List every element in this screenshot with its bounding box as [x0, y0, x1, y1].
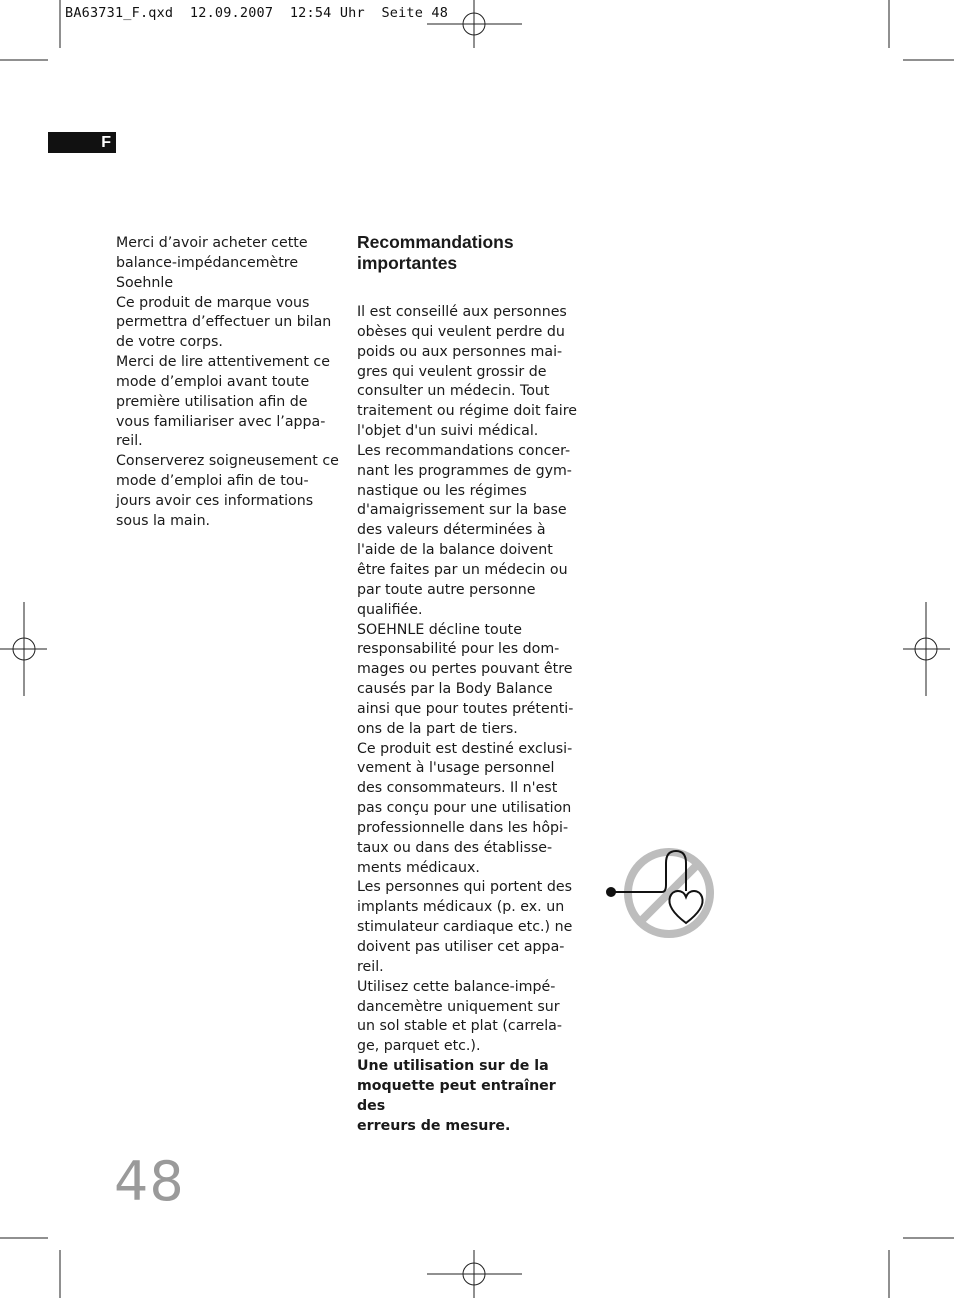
- recommendation-paragraph: Les recommandations concer- nant les programmes de gym- nastique ou les régimes d'amaigrissement sur la base des valeurs déterminées à l'aide de la balance doivent être faites par un médecin ou par toute autre personne qualifiée.: [357, 442, 572, 618]
- no-pacemaker-icon: [600, 845, 720, 945]
- recommendation-paragraph: Les personnes qui portent des implants médicaux (p. ex. un stimulateur cardiaque etc.) ne doivent pas utiliser cet appa- reil.: [357, 879, 573, 975]
- intro-paragraph: Ce produit de marque vous permettra d’effectuer un bilan de votre corps.: [116, 294, 332, 351]
- carpet-warning: Une utilisation sur de la moquette peut entraîner des erreurs de mesure.: [357, 1058, 556, 1134]
- section-heading: Recommandations importantes: [357, 232, 514, 273]
- recommendation-paragraph: Ce produit est destiné exclusi- vement à l'usage personnel des consommateurs. Il n'est pas conçu pour une utilisation professionnelle dans les hôpi- taux ou dans des établisse- ments médicaux.: [357, 740, 573, 876]
- recommendation-paragraph: Il est conseillé aux personnes obèses qui veulent perdre du poids ou aux personnes mai- gres qui veulent grossir de consulter un médecin. Tout traitement ou régime doit faire l'objet d'un suivi médical.: [357, 304, 577, 440]
- language-label: F: [101, 133, 111, 151]
- intro-column: [116, 234, 341, 532]
- language-tab: [48, 132, 116, 153]
- intro-paragraph: Conserverez soigneusement ce mode d’emploi afin de tou- jours avoir ces informations sous la main.: [116, 453, 339, 529]
- print-slug: BA63731_F.qxd 12.09.2007 12:54 Uhr Seite 48: [65, 5, 449, 21]
- intro-paragraph: Merci de lire attentivement ce mode d’emploi avant toute première utilisation afin de vous familiariser avec l’appa- reil.: [116, 354, 330, 450]
- recommendation-paragraph: SOEHNLE décline toute responsabilité pour les dom- mages ou pertes pouvant être causés par la Body Balance ainsi que pour toutes prétenti- ons de la part de tiers.: [357, 621, 574, 737]
- intro-paragraph: Merci d’avoir acheter cette balance-impédancemètre Soehnle: [116, 235, 308, 291]
- recommendations-column: [357, 232, 582, 1136]
- recommendation-paragraph: Utilisez cette balance-impé- dancemètre uniquement sur un sol stable et plat (carrela- ge, parquet etc.).: [357, 978, 562, 1055]
- page-number: 48: [114, 1150, 185, 1213]
